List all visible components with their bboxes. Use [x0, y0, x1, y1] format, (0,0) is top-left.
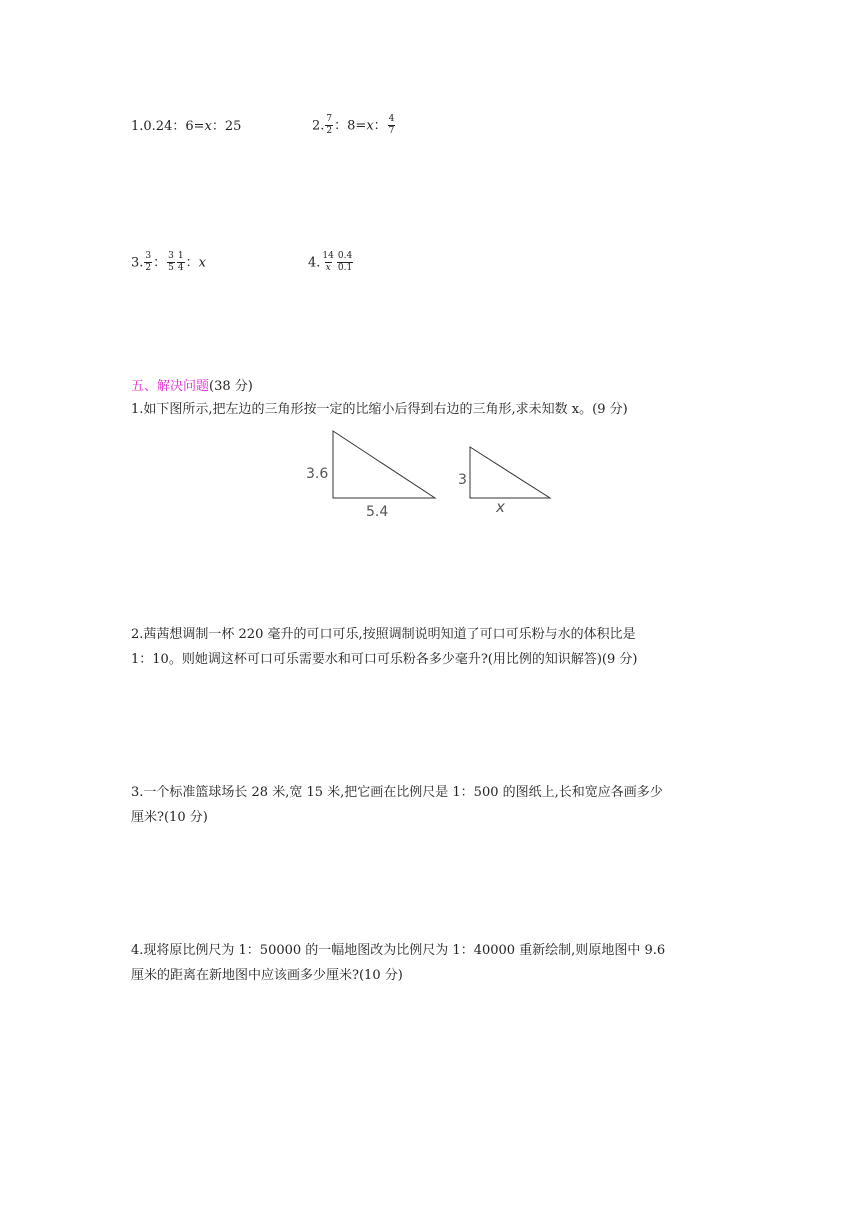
problem-4 — [131, 938, 731, 988]
equation-2: 2. $\frac{7}{2}$ ：8=x： $\frac{4}{7}$ — [312, 114, 395, 137]
equation-4-fraction-1: $\frac{14}{x}$ — [322, 251, 334, 274]
equation-4-prefix: 4. — [308, 255, 321, 271]
problem-3-line-1: 3.一个标准篮球场长 28 米,宽 15 米,把它画在比例尺是 1：500 的图纸上,长和宽应各画多少 — [131, 785, 663, 800]
equation-3-fraction-2: $\frac{3}{5}$ — [168, 251, 174, 274]
equation-1-suffix: ：25 — [211, 119, 242, 134]
problem-2-line-1: 2.茜茜想调制一杯 220 毫升的可口可乐,按照调制说明知道了可口可乐粉与水的体积比是 — [131, 627, 636, 642]
problem-4-line-1: 4.现将原比例尺为 1：50000 的一幅地图改为比例尺为 1：40000 重新绘制,则原地图中 9.6 — [131, 943, 666, 958]
equation-4-fraction-2: $\frac{0.4}{0.1}$ — [337, 251, 353, 274]
triangle-figure — [300, 425, 560, 520]
equation-3-fraction-1: $\frac{3}{2}$ — [145, 251, 152, 274]
equation-1-prefix: 1.0.24：6= — [131, 119, 205, 134]
problem-2-line-2: 1：10。则她调这杯可口可乐需要水和可口可乐粉各多少毫升?(用比例的知识解答)(9 分) — [131, 652, 638, 667]
equation-2-prefix: 2. — [312, 118, 325, 134]
left-triangle — [333, 431, 435, 498]
equation-1 — [131, 120, 241, 133]
equation-2-fraction-2: $\frac{4}{7}$ — [388, 114, 395, 137]
equation-1-variable: x — [204, 119, 212, 134]
section-points: (38 分) — [209, 379, 253, 394]
left-triangle-height-label: 3.6 — [306, 466, 329, 482]
problem-3-line-2: 厘米?(10 分) — [131, 810, 208, 825]
problem-4-line-2: 厘米的距离在新地图中应该画多少厘米?(10 分) — [131, 968, 403, 983]
equation-2-mid: ：8= — [334, 118, 367, 134]
equation-3-prefix: 3. — [131, 255, 144, 271]
right-triangle-base-label: x — [496, 498, 505, 516]
equation-3-fraction-3: $\frac{1}{4}$ — [177, 251, 184, 274]
problem-3 — [131, 780, 731, 830]
section-heading — [131, 380, 253, 393]
equation-2-fraction-1: $\frac{7}{2}$ — [326, 114, 333, 137]
equation-4 — [308, 252, 354, 274]
left-triangle-base-label: 5.4 — [366, 504, 389, 520]
right-triangle-height-label: 3 — [458, 472, 467, 488]
equation-3: 3. $\frac{3}{2}$ ： $\frac{3}{5}$ $\frac{1}{4}$ ：x — [131, 251, 206, 274]
section-title: 五、解决问题 — [131, 379, 210, 394]
equation-2-variable: x — [366, 118, 374, 134]
equation-3-variable: x — [198, 255, 206, 271]
problem-1: 1.如下图所示,把左边的三角形按一定的比缩小后得到右边的三角形,求未知数 x。(9 分) — [131, 402, 628, 417]
right-triangle — [470, 447, 550, 498]
problem-2 — [131, 622, 731, 672]
